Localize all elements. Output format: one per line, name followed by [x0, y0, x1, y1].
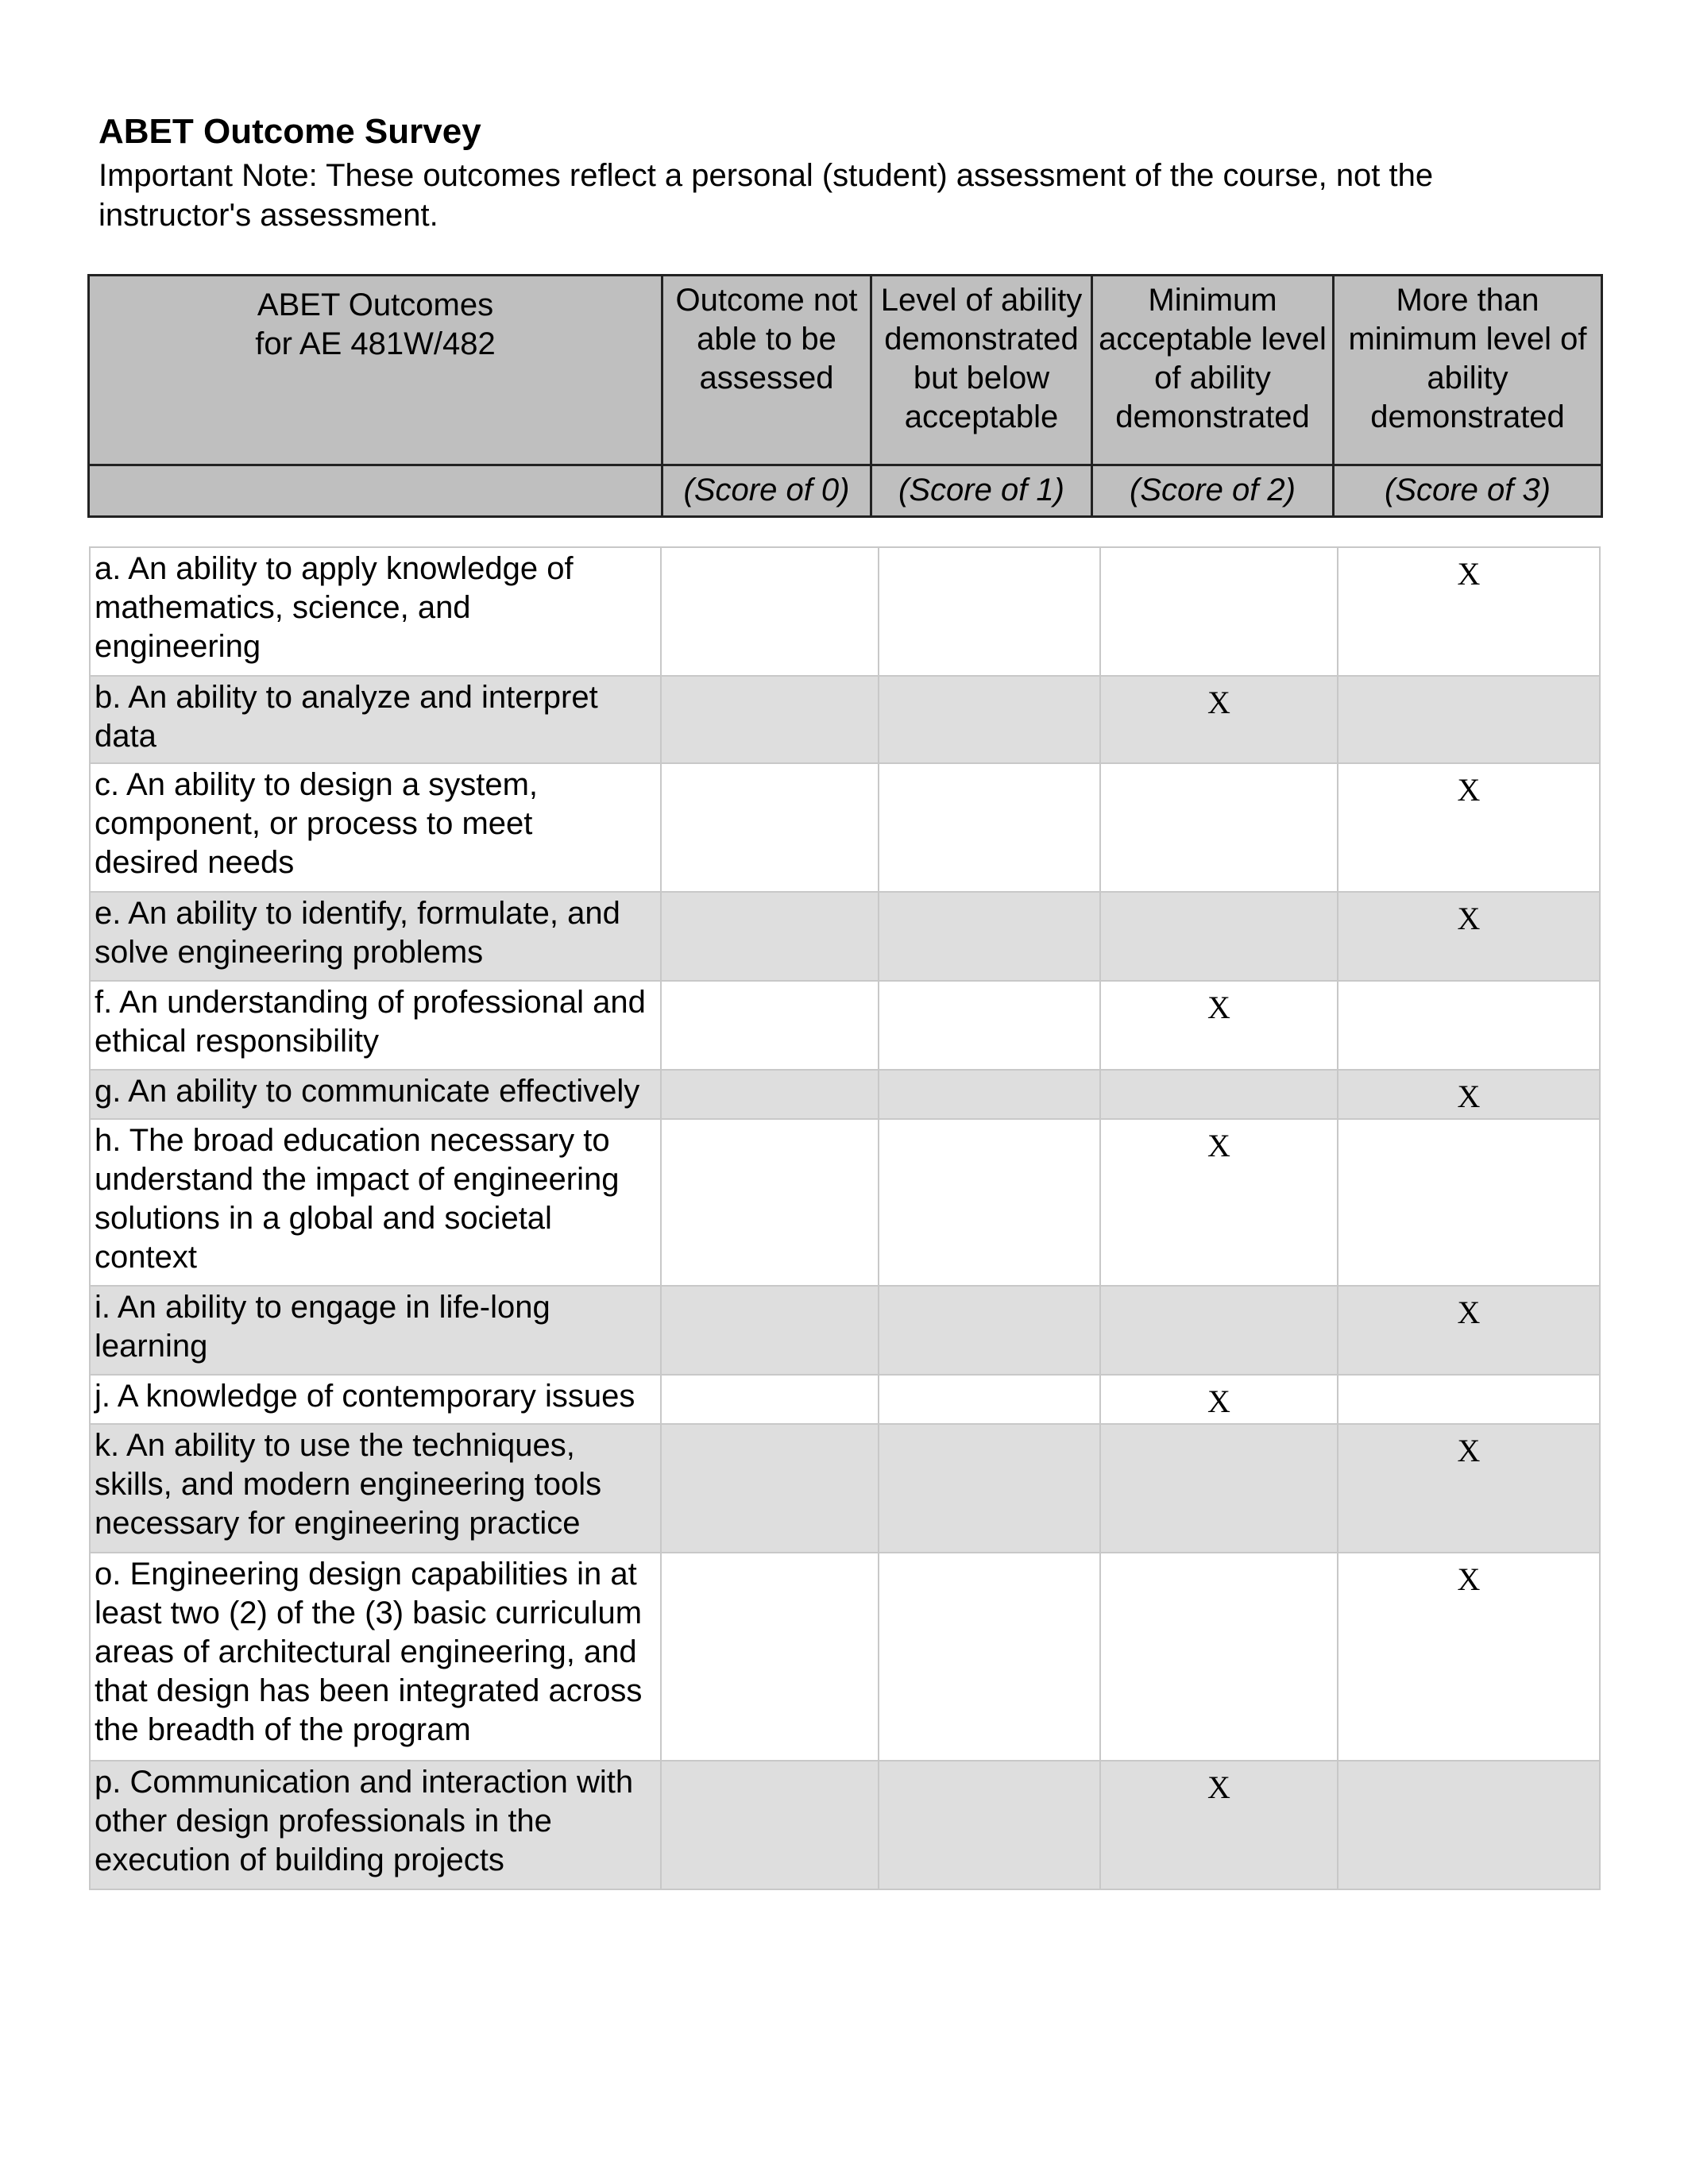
outcome-description-line: least two (2) of the (3) basic curriculum [95, 1596, 643, 1630]
header-line: demonstrated [1370, 399, 1565, 434]
table-row [90, 892, 1600, 981]
score-2-cell [1100, 1286, 1338, 1375]
score-0-cell [661, 763, 879, 892]
outcome-description-line: j. A knowledge of contemporary issues [95, 1379, 635, 1414]
table-row [90, 1375, 1600, 1424]
table-row [90, 1119, 1600, 1286]
score-1-cell [879, 1070, 1100, 1119]
score-3-cell [1338, 1424, 1600, 1553]
score-2-cell [1100, 1119, 1338, 1286]
outcomes-column-header [89, 276, 662, 465]
score-1-cell [879, 1119, 1100, 1286]
x-mark: X [1207, 685, 1230, 720]
outcome-description [90, 892, 661, 981]
score-0-cell [661, 1761, 879, 1889]
outcomes-header-line: ABET Outcomes [257, 287, 494, 322]
score-3-label: (Score of 3) [1334, 465, 1602, 517]
outcome-description [90, 1553, 661, 1761]
score-2-cell [1100, 763, 1338, 892]
header-line: assessed [699, 361, 834, 396]
score-2-cell [1100, 1424, 1338, 1553]
outcome-description-line: the breadth of the program [95, 1712, 471, 1747]
header-line: Minimum [1148, 283, 1277, 318]
score-2-column-header [1092, 276, 1334, 465]
outcomes-header-line: for AE 481W/482 [255, 326, 496, 361]
score-2-cell [1100, 1375, 1338, 1424]
score-3-cell [1338, 1553, 1600, 1761]
score-1-cell [879, 1286, 1100, 1375]
score-1-cell [879, 1375, 1100, 1424]
score-0-cell [661, 892, 879, 981]
header-line: More than [1396, 283, 1539, 318]
header-line: of ability [1154, 361, 1271, 396]
score-3-cell [1338, 676, 1600, 763]
score-1-cell [879, 547, 1100, 676]
score-1-cell [879, 676, 1100, 763]
score-0-cell [661, 981, 879, 1070]
outcome-description-line: areas of architectural engineering, and [95, 1634, 637, 1669]
outcome-description-line: learning [95, 1329, 208, 1364]
outcome-description-line: b. An ability to analyze and interpret [95, 680, 598, 715]
score-0-cell [661, 1553, 879, 1761]
x-mark: X [1457, 1295, 1481, 1330]
score-3-cell [1338, 1070, 1600, 1119]
score-0-cell [661, 1375, 879, 1424]
score-0-cell [661, 1286, 879, 1375]
x-mark: X [1457, 1433, 1481, 1468]
outcome-description-line: necessary for engineering practice [95, 1506, 581, 1541]
outcome-description-line: component, or process to meet [95, 806, 533, 841]
outcome-description-line: o. Engineering design capabilities in at [95, 1557, 637, 1592]
header-line: but below [913, 361, 1050, 396]
score-2-cell [1100, 1553, 1338, 1761]
score-0-cell [661, 1119, 879, 1286]
score-2-cell [1100, 892, 1338, 981]
header-line: acceptable [904, 399, 1059, 434]
outcome-description-line: other design professionals in the [95, 1804, 552, 1839]
outcome-description-line: understand the impact of engineering [95, 1162, 620, 1197]
outcome-description-line: context [95, 1240, 197, 1275]
table-row [90, 547, 1600, 676]
survey-title: ABET Outcome Survey [98, 112, 481, 151]
outcome-description-line: i. An ability to engage in life-long [95, 1290, 550, 1325]
table-row [90, 676, 1600, 763]
score-3-cell [1338, 547, 1600, 676]
score-2-cell [1100, 676, 1338, 763]
score-1-column-header [871, 276, 1092, 465]
score-1-cell [879, 1424, 1100, 1553]
score-1-cell [879, 1761, 1100, 1889]
outcome-description [90, 1119, 661, 1286]
outcome-description-line: f. An understanding of professional and [95, 985, 646, 1020]
outcome-description-line: k. An ability to use the techniques, [95, 1428, 575, 1463]
x-mark: X [1207, 1383, 1230, 1419]
table-row [90, 1286, 1600, 1375]
score-1-cell [879, 763, 1100, 892]
outcome-description [90, 763, 661, 892]
x-mark: X [1207, 1128, 1230, 1163]
score-3-column-header [1334, 276, 1602, 465]
score-3-cell [1338, 892, 1600, 981]
outcome-description-line: skills, and modern engineering tools [95, 1467, 602, 1502]
outcome-description-line: solutions in a global and societal [95, 1201, 552, 1236]
score-3-cell [1338, 1761, 1600, 1889]
outcome-description [90, 981, 661, 1070]
x-mark: X [1207, 1769, 1230, 1805]
score-3-cell [1338, 763, 1600, 892]
score-label-blank [89, 465, 662, 517]
score-3-cell [1338, 981, 1600, 1070]
x-mark: X [1457, 901, 1481, 936]
score-2-cell [1100, 981, 1338, 1070]
x-mark: X [1207, 990, 1230, 1025]
outcome-description [90, 1424, 661, 1553]
header-line: demonstrated [1115, 399, 1310, 434]
outcome-description [90, 676, 661, 763]
score-2-label: (Score of 2) [1092, 465, 1334, 517]
header-line: minimum level of [1348, 322, 1587, 357]
outcome-table [89, 546, 1601, 1890]
outcome-description [90, 1375, 661, 1424]
header-line: ability [1427, 361, 1508, 396]
outcome-description-line: engineering [95, 629, 261, 664]
table-row [90, 981, 1600, 1070]
outcome-description-line: solve engineering problems [95, 935, 484, 970]
outcome-description-line: execution of building projects [95, 1843, 504, 1877]
score-0-column-header [662, 276, 871, 465]
outcome-description-line: desired needs [95, 845, 295, 880]
x-mark: X [1457, 1078, 1481, 1114]
outcome-description-line: data [95, 719, 156, 754]
table-header [87, 274, 1603, 518]
score-3-cell [1338, 1119, 1600, 1286]
x-mark: X [1457, 772, 1481, 808]
score-0-cell [661, 1070, 879, 1119]
score-0-cell [661, 676, 879, 763]
score-1-label: (Score of 1) [871, 465, 1092, 517]
header-line: Level of ability [880, 283, 1083, 318]
outcome-description [90, 1761, 661, 1889]
score-0-cell [661, 547, 879, 676]
outcome-description [90, 1286, 661, 1375]
table-row [90, 1553, 1600, 1761]
header-line: acceptable level [1099, 322, 1327, 357]
score-0-cell [661, 1424, 879, 1553]
outcome-description-line: that design has been integrated across [95, 1673, 643, 1708]
score-1-cell [879, 981, 1100, 1070]
score-2-cell [1100, 1761, 1338, 1889]
table-row [90, 763, 1600, 892]
outcome-description [90, 1070, 661, 1119]
score-3-cell [1338, 1286, 1600, 1375]
score-0-label: (Score of 0) [662, 465, 871, 517]
x-mark: X [1457, 556, 1481, 592]
outcome-description-line: p. Communication and interaction with [95, 1765, 634, 1800]
score-2-cell [1100, 547, 1338, 676]
score-3-cell [1338, 1375, 1600, 1424]
x-mark: X [1457, 1561, 1481, 1597]
outcome-description-line: g. An ability to communicate effectively [95, 1074, 640, 1109]
outcome-description-line: mathematics, science, and [95, 590, 471, 625]
score-1-cell [879, 892, 1100, 981]
header-line: demonstrated [884, 322, 1079, 357]
table-row [90, 1070, 1600, 1119]
outcome-description-line: ethical responsibility [95, 1024, 379, 1059]
outcome-description-line: h. The broad education necessary to [95, 1123, 610, 1158]
important-note: Important Note: These outcomes reflect a personal (student) assessment of the course, not the instructor's assessment. [98, 158, 1434, 233]
header-line: Outcome not [675, 283, 858, 318]
outcome-description [90, 547, 661, 676]
score-2-cell [1100, 1070, 1338, 1119]
outcome-description-line: c. An ability to design a system, [95, 767, 539, 802]
header-line: able to be [697, 322, 836, 357]
outcome-description-line: a. An ability to apply knowledge of [95, 551, 574, 586]
outcome-description-line: e. An ability to identify, formulate, and [95, 896, 620, 931]
table-row [90, 1424, 1600, 1553]
score-1-cell [879, 1553, 1100, 1761]
table-row [90, 1761, 1600, 1889]
